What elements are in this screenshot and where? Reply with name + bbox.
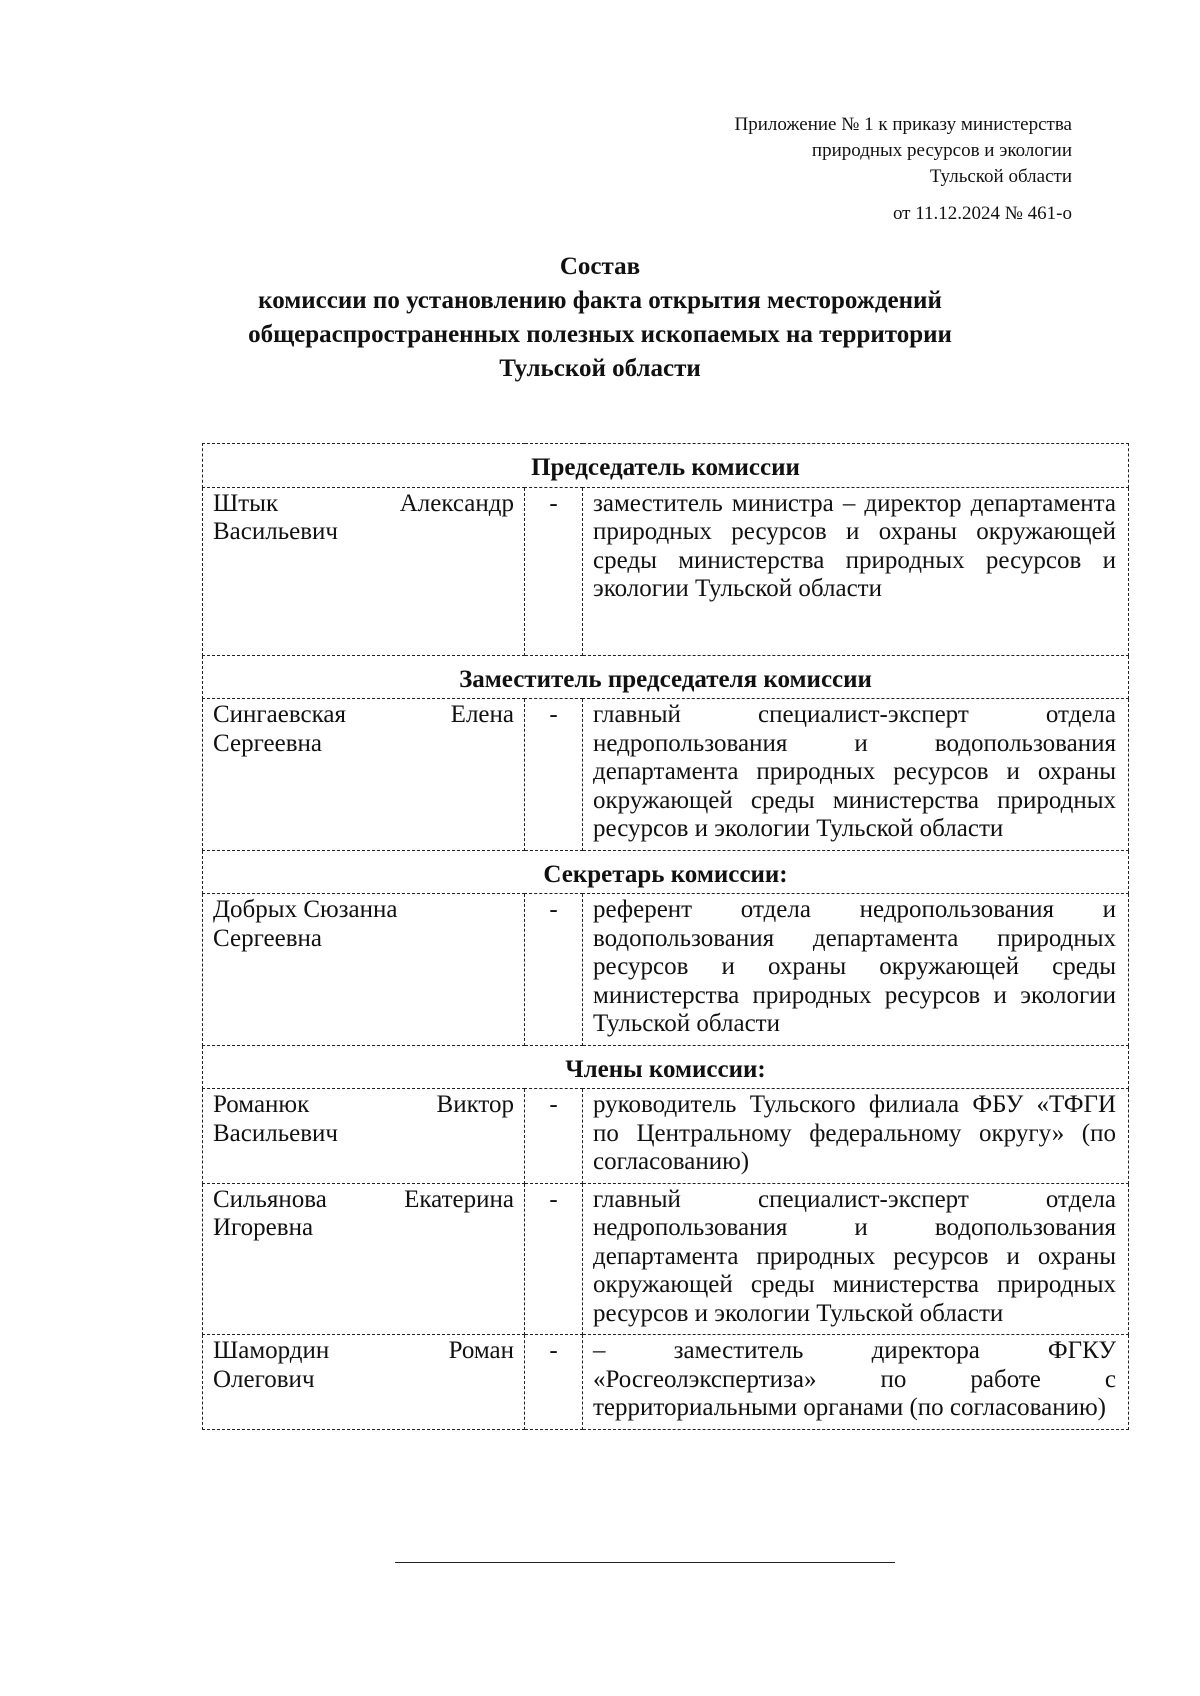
member-name-line: Сильянова Екатерина [213, 1185, 514, 1213]
member-row [203, 699, 1129, 851]
member-row [203, 1183, 1129, 1335]
appendix-line: Тульской области [929, 166, 1072, 187]
member-position: – заместитель директора ФГКУ «Росгеолэкспертиза» по работе с территориальными органами (по согласованию) [583, 1335, 1129, 1430]
member-row [203, 1089, 1129, 1184]
member-row [203, 487, 1129, 655]
member-name-line: Сингаевская Елена [213, 701, 514, 728]
section-heading: Члены комиссии: [203, 1045, 1129, 1089]
member-name-line: Шамордин Роман [213, 1337, 514, 1364]
section-row [203, 655, 1129, 699]
title-line: Состав [559, 253, 641, 280]
closing-rule [395, 1562, 895, 1563]
section-row [203, 444, 1129, 488]
member-dash: - [525, 1335, 583, 1430]
section-heading: Секретарь комиссии: [203, 850, 1129, 894]
member-name-line: Васильевич [213, 518, 338, 545]
member-name-line: Васильевич [213, 1119, 338, 1147]
member-dash: - [525, 894, 583, 1046]
member-name [203, 1335, 525, 1430]
appendix-note [512, 112, 1072, 190]
member-dash: - [525, 699, 583, 851]
member-name-line: Сергеевна [213, 924, 322, 952]
section-row [203, 1045, 1129, 1089]
member-position: главный специалист-эксперт отдела недропользования и водопользования департамента природных ресурсов и охраны окружающей среды министерства природных ресурсов и экологии Тульской области [583, 1183, 1129, 1335]
member-position: руководитель Тульского филиала ФБУ «ТФГИ по Центральному федеральному округу» (по согласованию) [583, 1089, 1129, 1184]
member-name-line: Добрых Сюзанна [213, 896, 398, 923]
member-dash: - [525, 487, 583, 655]
member-dash: - [525, 1089, 583, 1184]
section-row [203, 850, 1129, 894]
document-title [200, 250, 1000, 386]
appendix-line: природных ресурсов и экологии [811, 140, 1072, 161]
title-line: комиссии по установлению факта открытия месторождений [258, 287, 942, 314]
order-reference: от 11.12.2024 № 461-о [892, 203, 1072, 224]
member-name-line: Штык Александр [213, 489, 514, 517]
member-row [203, 1335, 1129, 1430]
member-position: референт отдела недропользования и водопользования департамента природных ресурсов и охраны окружающей среды министерства природных ресурсов и экологии Тульской области [583, 894, 1129, 1046]
member-dash: - [525, 1183, 583, 1335]
member-name-line: Романюк Виктор [213, 1091, 514, 1118]
section-heading: Председатель комиссии [203, 444, 1129, 488]
member-name [203, 699, 525, 851]
member-position: заместитель министра – директор департамента природных ресурсов и охраны окружающей среды министерства природных ресурсов и экологии Тульской области [583, 487, 1129, 655]
commission-table [202, 443, 1129, 1430]
member-name-line: Олегович [213, 1365, 315, 1393]
section-heading: Заместитель председателя комиссии [203, 655, 1129, 699]
member-name-line: Игоревна [213, 1214, 314, 1241]
title-line: Тульской области [499, 355, 701, 382]
member-name [203, 1183, 525, 1335]
member-row [203, 894, 1129, 1046]
member-name-line: Сергеевна [213, 729, 322, 757]
appendix-line: Приложение № 1 к приказу министерства [734, 114, 1072, 135]
member-name [203, 894, 525, 1046]
member-name [203, 1089, 525, 1184]
member-position: главный специалист-эксперт отдела недропользования и водопользования департамента природных ресурсов и охраны окружающей среды министерства природных ресурсов и экологии Тульской области [583, 699, 1129, 851]
member-name [203, 487, 525, 655]
title-line: общераспространенных полезных ископаемых на территории [248, 321, 952, 348]
